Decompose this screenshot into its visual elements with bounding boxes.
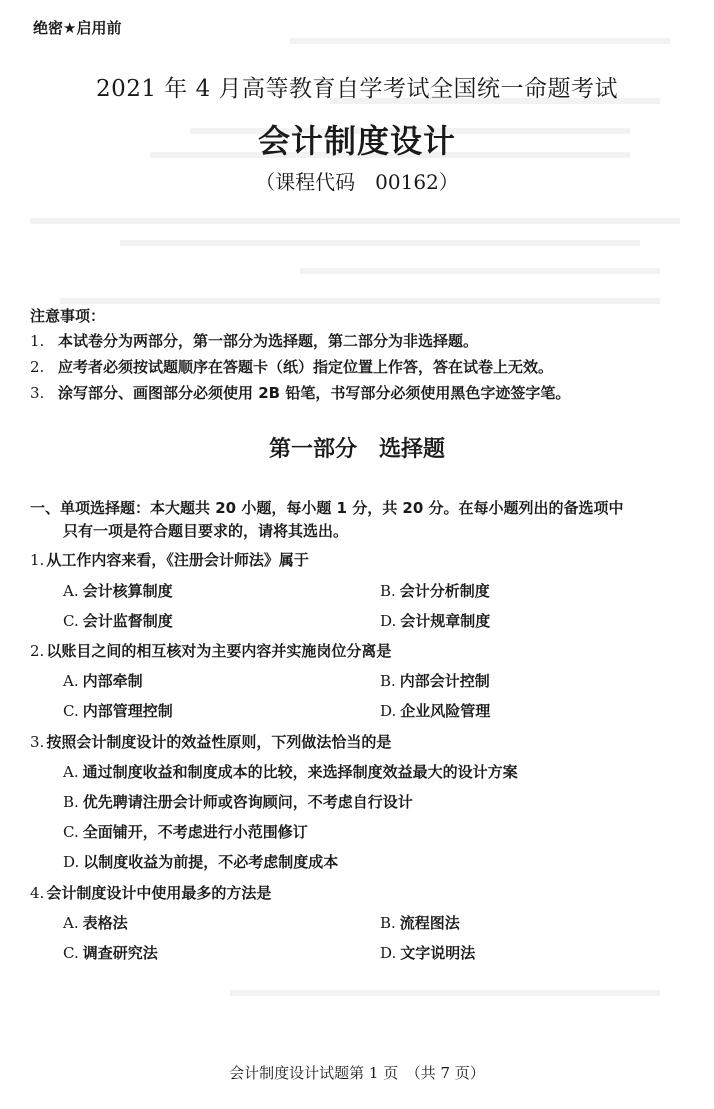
option-letter: B. [63, 793, 79, 811]
option-letter: C. [63, 823, 79, 841]
option-letter: D. [380, 944, 397, 962]
notice-item-number: 3. [30, 384, 45, 402]
option-letter: B. [380, 914, 396, 932]
option-letter: B. [380, 672, 396, 690]
part-one-title: 第一部分 选择题 [268, 437, 445, 462]
option-letter: D. [63, 853, 80, 871]
option-letter: A. [63, 582, 79, 600]
notice-item-number: 1. [30, 332, 45, 350]
question-number: 1. [30, 551, 45, 569]
question-4-option-c[interactable] [63, 942, 158, 963]
option-text: 以制度收益为前提，不必考虑制度成本 [83, 853, 339, 871]
question-1-stem [30, 549, 309, 570]
question-3-option-c[interactable] [63, 821, 308, 842]
option-letter: D. [380, 612, 397, 630]
notice-item [30, 382, 570, 403]
option-text: 表格法 [82, 914, 128, 932]
question-3-option-d[interactable] [63, 851, 338, 872]
section-heading: 一、单项选择题：本大题共 20 小题，每小题 1 分，共 20 分。在每小题列出的备选项中 [30, 499, 624, 517]
question-number: 2. [30, 642, 45, 660]
option-text: 企业风险管理 [400, 702, 491, 720]
question-4-option-d[interactable] [380, 942, 475, 963]
bleed-through-line [290, 38, 670, 44]
option-letter: C. [63, 944, 79, 962]
question-2-option-c[interactable] [63, 700, 173, 721]
question-2-option-a[interactable] [63, 670, 143, 691]
question-text: 以账目之间的相互核对为主要内容并实施岗位分离是 [46, 642, 392, 660]
option-letter: A. [63, 914, 79, 932]
option-text: 全面铺开，不考虑进行小范围修订 [82, 823, 308, 841]
question-1-option-c[interactable] [63, 610, 173, 631]
option-letter: A. [63, 763, 79, 781]
bleed-through-line [230, 990, 660, 996]
question-text: 按照会计制度设计的效益性原则，下列做法恰当的是 [46, 733, 392, 751]
question-3-option-b[interactable] [63, 791, 413, 812]
option-text: 通过制度收益和制度成本的比较，来选择制度效益最大的设计方案 [82, 763, 518, 781]
option-text: 内部牵制 [82, 672, 143, 690]
notice-item [30, 330, 478, 351]
option-text: 调查研究法 [82, 944, 158, 962]
confidential-mark: 绝密★启用前 [33, 19, 122, 37]
bleed-through-line [300, 268, 660, 274]
option-text: 会计核算制度 [82, 582, 173, 600]
question-4-option-b[interactable] [380, 912, 460, 933]
page-footer: 会计制度设计试题第 1 页 （共 7 页） [229, 1064, 485, 1082]
exam-title: 2021 年 4 月高等教育自学考试全国统一命题考试 [95, 76, 619, 102]
question-1-option-a[interactable] [63, 580, 173, 601]
question-2-stem [30, 640, 391, 661]
question-number: 3. [30, 733, 45, 751]
question-3-option-a[interactable] [63, 761, 518, 782]
option-letter: B. [380, 582, 396, 600]
notice-item-number: 2. [30, 358, 45, 376]
option-text: 会计分析制度 [399, 582, 490, 600]
option-letter: C. [63, 702, 79, 720]
option-letter: C. [63, 612, 79, 630]
question-4-option-a[interactable] [63, 912, 128, 933]
question-number: 4. [30, 884, 45, 902]
option-letter: D. [380, 702, 397, 720]
notice-item-text: 涂写部分、画图部分必须使用 2B 铅笔，书写部分必须使用黑色字迹签字笔。 [58, 384, 571, 402]
option-text: 内部会计控制 [399, 672, 490, 690]
course-code: （课程代码 00162） [255, 170, 459, 194]
notice-item [30, 356, 553, 377]
question-1-option-d[interactable] [380, 610, 490, 631]
bleed-through-line [30, 218, 680, 224]
bleed-through-line [120, 240, 640, 246]
notice-heading: 注意事项： [30, 307, 106, 325]
question-2-option-d[interactable] [380, 700, 490, 721]
option-text: 文字说明法 [400, 944, 476, 962]
option-text: 内部管理控制 [82, 702, 173, 720]
notice-item-text: 本试卷分为两部分，第一部分为选择题，第二部分为非选择题。 [58, 332, 479, 350]
option-text: 会计监督制度 [82, 612, 173, 630]
option-text: 流程图法 [399, 914, 460, 932]
option-letter: A. [63, 672, 79, 690]
bleed-through-line [60, 298, 660, 304]
question-2-option-b[interactable] [380, 670, 490, 691]
question-text: 会计制度设计中使用最多的方法是 [46, 884, 272, 902]
option-text: 优先聘请注册会计师或咨询顾问，不考虑自行设计 [82, 793, 413, 811]
question-3-stem [30, 731, 391, 752]
notice-item-text: 应考者必须按试题顺序在答题卡（纸）指定位置上作答，答在试卷上无效。 [58, 358, 554, 376]
subject-title: 会计制度设计 [257, 122, 456, 160]
question-1-option-b[interactable] [380, 580, 490, 601]
question-4-stem [30, 882, 271, 903]
section-heading-continued: 只有一项是符合题目要求的，请将其选出。 [63, 522, 349, 540]
option-text: 会计规章制度 [400, 612, 491, 630]
question-text: 从工作内容来看，《注册会计师法》属于 [46, 551, 309, 569]
